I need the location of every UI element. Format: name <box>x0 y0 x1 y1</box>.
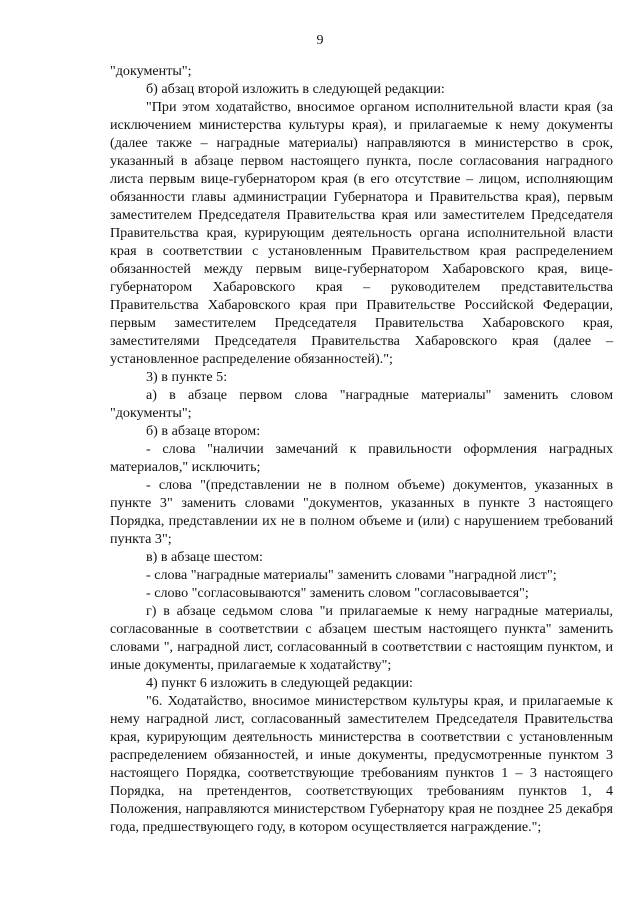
paragraph: - слова "наличии замечаний к правильности оформления наградных материалов," исключить; <box>110 441 613 475</box>
paragraph: 3) в пункте 5: <box>146 369 228 385</box>
paragraph: в) в абзаце шестом: <box>146 549 263 565</box>
paragraph: г) в абзаце седьмом слова "и прилагаемые к нему наградные материалы, согласованные в соответствии с абзацем шестым настоящего пункта" заменить словами ", наградной лист, согласованный в соответствии с настоящим пунктом, и иные документы, прилагаемые к ходатайству"; <box>110 603 613 673</box>
paragraph: 4) пункт 6 изложить в следующей редакции: <box>146 675 413 691</box>
paragraph: б) в абзаце втором: <box>146 423 261 439</box>
paragraph: - слова "наградные материалы" заменить словами "наградной лист"; <box>146 567 557 583</box>
paragraph: б) абзац второй изложить в следующей редакции: <box>146 81 445 97</box>
document-body <box>110 62 613 836</box>
paragraph: "документы"; <box>110 63 192 79</box>
paragraph: "6. Ходатайство, вносимое министерством культуры края, и прилагаемые к нему наградной лист, согласованный заместителем Председателя Правительства края, курирующим деятельность министерства в соответствии с установленным распределением обязанностей, и иные документы, предусмотренные пунктом 3 настоящего Порядка, соответствующие требованиям пунктов 1 – 3 настоящего Порядка, на претендентов, соответствующих требованиям пунктов 1, 4 Положения, направляются министерством Губернатору края не позднее 25 декабря года, предшествующего году, в котором осуществляется награждение."; <box>110 693 613 835</box>
paragraph: - слова "(представлении не в полном объеме) документов, указанных в пункте 3" заменить словами "документов, указанных в пункте 3 настоящего Порядка, представлении их не в полном объеме и (или) с нарушением требований пункта 3"; <box>110 477 613 547</box>
paragraph: "При этом ходатайство, вносимое органом исполнительной власти края (за исключением министерства культуры края), и прилагаемые к нему документы (далее также – наградные материалы) направляются в министерство в срок, указанный в абзаце первом настоящего пункта, после согласования наградного листа первым вице-губернатором края (в его отсутствие – лицом, исполняющим обязанности главы администрации Губернатора и Правительства края), первым заместителем Председателя Правительства края или заместителем Председателя Правительства края, курирующим деятельность органа исполнительной власти края в соответствии с установленным Правительством края распределением обязанностей между первым вице-губернатором Хабаровского края, вице-губернатором Хабаровского края – руководителем представительства Правительства Хабаровского края при Правительстве Российской Федерации, первым заместителем Председателя Правительства Хабаровского края, заместителями Председателя Правительства Хабаровского края (далее – установленное распределение обязанностей)."; <box>110 99 613 367</box>
paragraph: а) в абзаце первом слова "наградные материалы" заменить словом "документы"; <box>110 387 613 421</box>
paragraph: - слово "согласовываются" заменить словом "согласовывается"; <box>146 585 529 601</box>
page-number: 9 <box>316 33 324 48</box>
